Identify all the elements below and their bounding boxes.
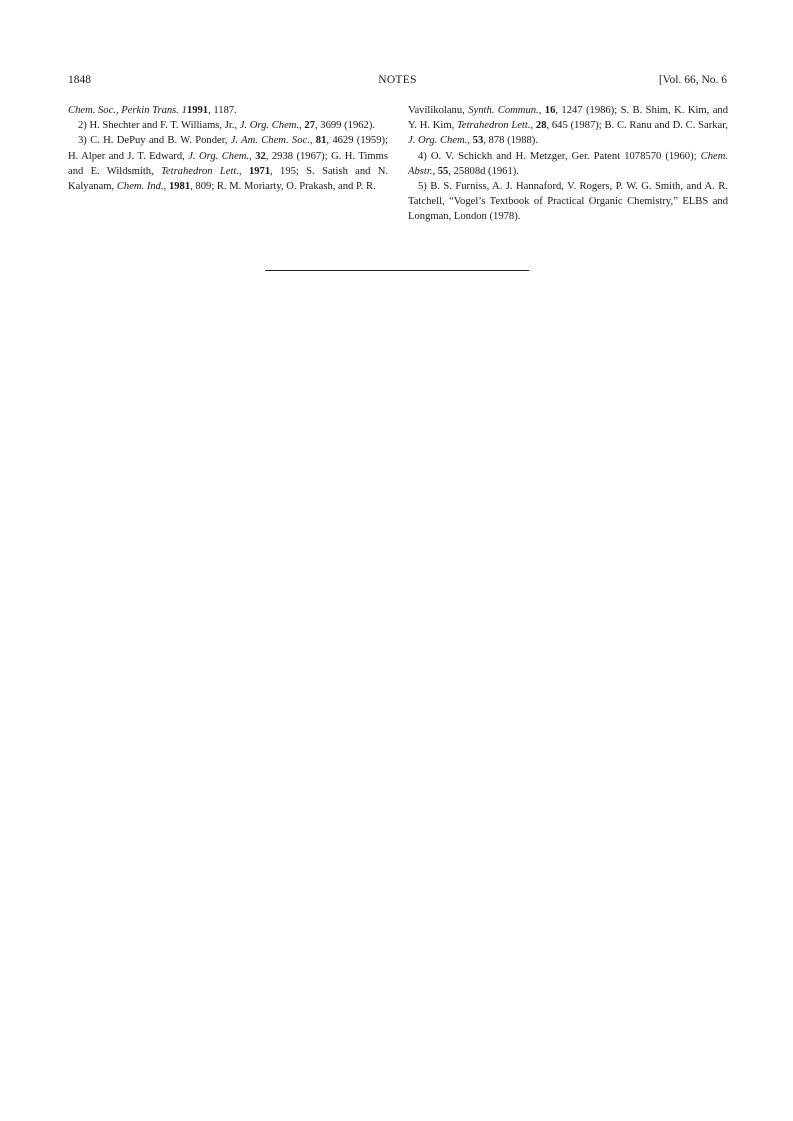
reference-1-continued: Chem. Soc., Perkin Trans. 11991, 1187. [68,105,237,116]
reference-5: 5) B. S. Furniss, A. J. Hannaford, V. Rogers, P. W. G. Smith, and A. R. Tatchell, “Vogel’s Textbook of Practical Organic Chemistry,” ELBS and Longman, London (1978). [408,181,728,223]
reference-number: 4) [418,150,427,162]
section-title: NOTES [378,74,417,86]
reference-number: 3) [78,135,87,147]
reference-number: 5) [418,181,427,193]
reference-3-continued: Vavilikolanu, Synth. Commun., 16, 1247 (1986); S. B. Shim, K. Kim, and Y. H. Kim, Tetrahedron Lett., 28, 645 (1987); B. C. Ranu and D. C. Sarkar, J. Org. Chem., 53, 878 (1988). [408,105,729,147]
reference-2: 2) H. Shechter and F. T. Williams, Jr., J. Org. Chem., 27, 3699 (1962). [68,118,388,133]
page-header [68,72,727,88]
reference-number: 2) [78,120,87,132]
reference-3: 3) C. H. DePuy and B. W. Ponder, J. Am. Chem. Soc., 81, 4629 (1959); H. Alper and J. T. Edward, J. Org. Chem., 32, 2938 (1967); G. H. Timms and E. Wildsmith, Tetrahedron Lett., 1971, 195; S. Satish and N. Kalyanam, Chem. Ind., 1981, 809; R. M. Moriarty, O. Prakash, and P. R. [68,135,389,193]
page-number: 1848 [68,74,91,86]
left-column [68,103,388,194]
end-rule [265,270,529,271]
reference-4: 4) O. V. Schickh and H. Metzger, Ger. Patent 1078570 (1960); Chem. Abstr., 55, 25808d (1961). [408,150,728,177]
right-column [408,103,728,225]
volume-info: [Vol. 66, No. 6 [658,74,727,86]
